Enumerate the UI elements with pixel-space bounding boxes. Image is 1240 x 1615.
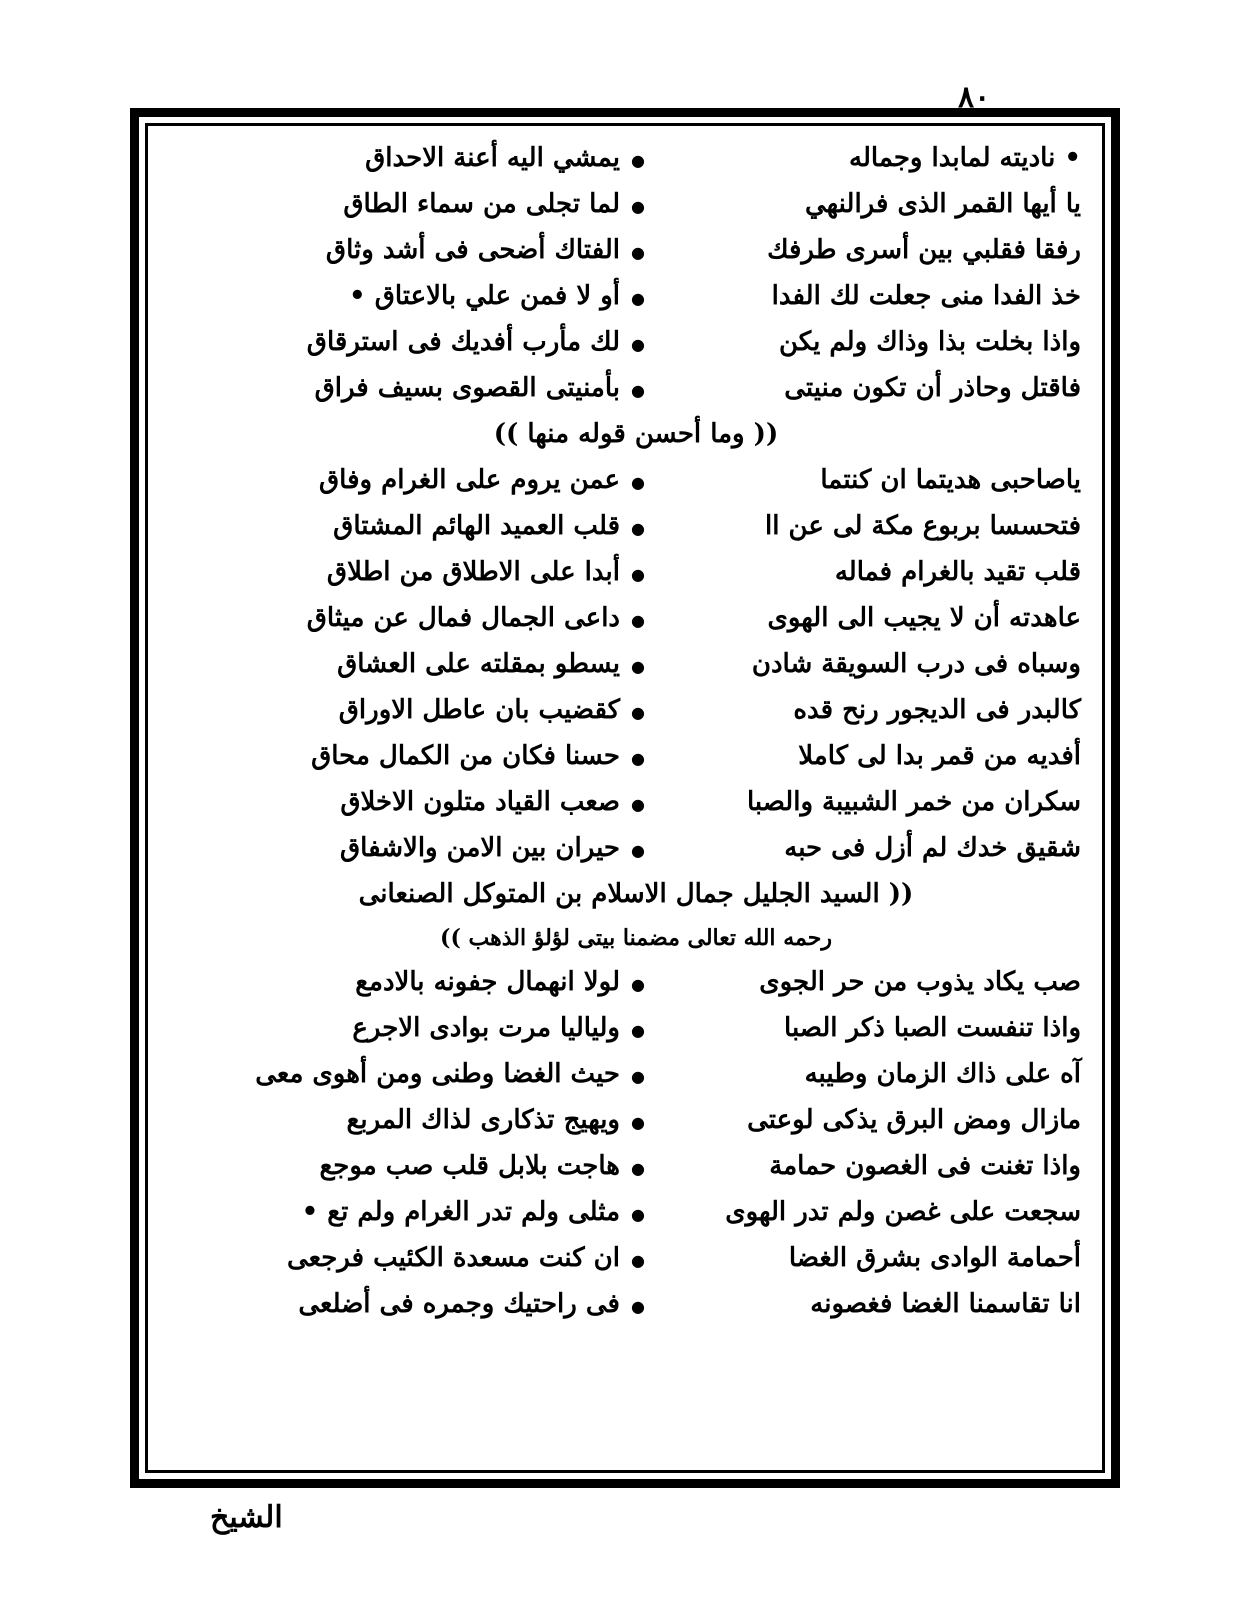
verse-second-hemistich: صعب القياد متلون الاخلاق [340,787,620,817]
hemistich-separator-dot: ● [631,335,645,354]
hemistich-separator-dot: ● [631,975,645,994]
verse-first-hemistich: واذا تغنت فى الغصون حمامة [769,1151,1081,1181]
hemistich-separator-dot: ● [631,151,645,170]
verse-line [191,1059,1081,1105]
verse-first-hemistich: ياصاحبى هديتما ان كنتما [820,465,1081,495]
verse-first-hemistich: سكران من خمر الشبيبة والصبا [746,787,1081,817]
verse-first-hemistich: خذ الفدا منى جعلت لك الفدا [771,281,1081,311]
verse-line [191,189,1081,235]
verse-second-hemistich: ولياليا مرت بوادى الاجرع [352,1013,620,1043]
poem-section-2 [191,465,1081,879]
verse-first-hemistich: كالبدر فى الديجور رنح قده [793,695,1081,725]
verse-first-hemistich: صب يكاد يذوب من حر الجوى [759,967,1081,997]
verse-first-hemistich: رفقا فقلبي بين أسرى طرفك [767,235,1081,265]
verse-second-hemistich: قلب العميد الهائم المشتاق [333,511,620,541]
verse-line [191,235,1081,281]
page-border-outer [130,108,1120,1488]
verse-second-hemistich: هاجت بلابل قلب صب موجع [319,1151,620,1181]
verse-first-hemistich: فاقتل وحاذر أن تكون منيتى [784,373,1081,403]
verse-first-hemistich: انا تقاسمنا الغضا فغصونه [810,1289,1081,1319]
verse-first-hemistich: وسباه فى درب السويقة شادن [751,649,1081,679]
poem-section-1 [191,143,1081,419]
verse-line [191,1151,1081,1197]
verse-second-hemistich: أبدا على الاطلاق من اطلاق [326,557,620,587]
hemistich-separator-dot: ● [631,1251,645,1270]
verse-first-hemistich: قلب تقيد بالغرام فماله [834,557,1081,587]
verse-line [191,557,1081,603]
verse-second-hemistich: حيران بين الامن والاشفاق [339,833,620,863]
verse-first-hemistich: عاهدته أن لا يجيب الى الهوى [767,603,1081,633]
hemistich-separator-dot: ● [631,381,645,400]
verse-second-hemistich: بأمنيتى القصوى بسيف فراق [314,373,620,403]
verse-line [191,511,1081,557]
verse-first-hemistich: يا أيها القمر الذى فرالنهي [805,189,1081,219]
verse-line [191,281,1081,327]
verse-first-hemistich: • ناديته لمابدا وجماله [849,143,1081,173]
hemistich-separator-dot: ● [631,1297,645,1316]
verse-second-hemistich: عمن يروم على الغرام وفاق [318,465,620,495]
verse-second-hemistich: أو لا فمن علي بالاعتاق • [349,281,620,311]
hemistich-separator-dot: ● [631,289,645,308]
verse-first-hemistich: واذا بخلت بذا وذاك ولم يكن [778,327,1081,357]
verse-second-hemistich: كقضيب بان عاطل الاوراق [338,695,620,725]
verse-line [191,373,1081,419]
verse-second-hemistich: الفتاك أضحى فى أشد وثاق [325,235,620,265]
hemistich-separator-dot: ● [631,1113,645,1132]
verse-line [191,603,1081,649]
verse-line [191,1105,1081,1151]
verse-line [191,787,1081,833]
verse-second-hemistich: داعى الجمال فمال عن ميثاق [306,603,620,633]
verse-second-hemistich: يمشي اليه أعنة الاحداق [365,143,620,173]
hemistich-separator-dot: ● [631,473,645,492]
verse-line [191,1289,1081,1335]
section-heading-1: (( وما أحسن قوله منها )) [493,419,779,449]
verse-second-hemistich: لك مأرب أفديك فى استرقاق [306,327,620,357]
hemistich-separator-dot: ● [631,611,645,630]
verse-line [191,741,1081,787]
hemistich-separator-dot: ● [631,1159,645,1178]
verse-second-hemistich: يسطو بمقلته على العشاق [337,649,620,679]
verse-first-hemistich: مازال ومض البرق يذكى لوعتى [747,1105,1081,1135]
verse-line [191,1197,1081,1243]
hemistich-separator-dot: ● [631,519,645,538]
section-heading-2: (( السيد الجليل جمال الاسلام بن المتوكل الصنعانى [358,879,914,909]
verse-second-hemistich: حيث الغضا وطنى ومن أهوى معى [255,1059,620,1089]
verse-second-hemistich: فى راحتيك وجمره فى أضلعى [298,1289,620,1319]
verse-line [191,143,1081,189]
verse-first-hemistich: شقيق خدك لم أزل فى حبه [784,833,1081,863]
poem-section-3 [191,967,1081,1335]
hemistich-separator-dot: ● [631,795,645,814]
hemistich-separator-dot: ● [631,1021,645,1040]
section-subheading-2: رحمه الله تعالى مضمنا بيتى لؤلؤ الذهب )) [440,925,832,951]
verse-second-hemistich: مثلى ولم تدر الغرام ولم تع • [301,1197,620,1227]
hemistich-separator-dot: ● [631,1205,645,1224]
verse-first-hemistich: واذا تنفست الصبا ذكر الصبا [784,1013,1081,1043]
hemistich-separator-dot: ● [631,841,645,860]
verse-second-hemistich: لولا انهمال جفونه بالادمع [355,967,620,997]
hemistich-separator-dot: ● [631,657,645,676]
catchword: الشيخ [210,1500,283,1535]
page-number: ٨٠ [958,80,991,115]
hemistich-separator-dot: ● [631,197,645,216]
verse-line [191,1243,1081,1289]
verse-line [191,695,1081,741]
verse-line [191,327,1081,373]
verse-first-hemistich: فتحسسا بربوع مكة لى عن اا [765,511,1081,541]
verse-second-hemistich: ان كنت مسعدة الكئيب فرجعى [287,1243,620,1273]
hemistich-separator-dot: ● [631,749,645,768]
verse-line [191,649,1081,695]
verse-line [191,1013,1081,1059]
hemistich-separator-dot: ● [631,703,645,722]
hemistich-separator-dot: ● [631,243,645,262]
verse-first-hemistich: أفديه من قمر بدا لى كاملا [798,741,1081,771]
verse-second-hemistich: حسنا فكان من الكمال محاق [311,741,620,771]
verse-first-hemistich: آه على ذاك الزمان وطيبه [804,1059,1081,1089]
verse-line [191,465,1081,511]
verse-second-hemistich: لما تجلى من سماء الطاق [343,189,620,219]
hemistich-separator-dot: ● [631,1067,645,1086]
verse-first-hemistich: سجعت على غصن ولم تدر الهوى [725,1197,1081,1227]
verse-second-hemistich: ويهيج تذكارى لذاك المربع [346,1105,620,1135]
verse-line [191,967,1081,1013]
verse-first-hemistich: أحمامة الوادى بشرق الغضا [788,1243,1081,1273]
hemistich-separator-dot: ● [631,565,645,584]
poem-body [191,143,1081,1335]
verse-line [191,833,1081,879]
